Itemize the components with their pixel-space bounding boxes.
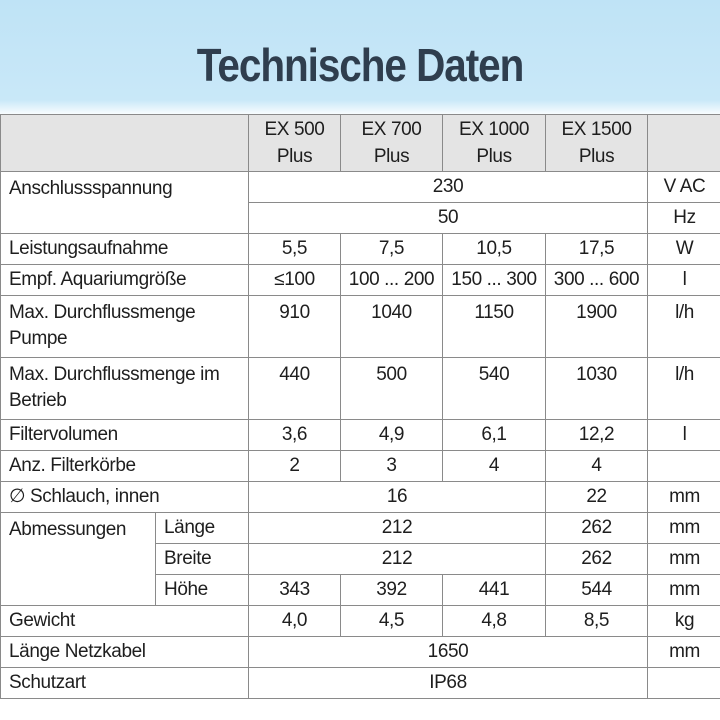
row-label: ∅ Schlauch, innen: [1, 482, 249, 513]
page-title: Technische Daten: [196, 39, 524, 91]
specs-table: [0, 114, 720, 699]
unit: l: [648, 265, 720, 296]
cell: 343: [249, 575, 341, 606]
table-row: [1, 358, 720, 420]
cell: 1900: [546, 296, 648, 358]
sub-label: Breite: [156, 544, 249, 575]
cell: 16: [249, 482, 546, 513]
unit: mm: [648, 544, 720, 575]
cell: 3: [341, 451, 443, 482]
cell: 440: [249, 358, 341, 420]
table-row: [1, 265, 720, 296]
cell: 262: [546, 544, 648, 575]
cell: IP68: [249, 668, 648, 699]
table-row: [1, 172, 720, 203]
table-row: [1, 296, 720, 358]
sub-label: Länge: [156, 513, 249, 544]
cell: 4: [443, 451, 546, 482]
cell: 212: [249, 513, 546, 544]
model-ex1000: EX 1000 Plus: [443, 115, 546, 172]
cell: 544: [546, 575, 648, 606]
unit: l/h: [648, 296, 720, 358]
unit: mm: [648, 637, 720, 668]
cell: 2: [249, 451, 341, 482]
cell: 10,5: [443, 234, 546, 265]
table-row: [1, 513, 720, 544]
table-row: [1, 668, 720, 699]
cell: 4,5: [341, 606, 443, 637]
row-label: Leistungsaufnahme: [1, 234, 249, 265]
unit: V AC: [648, 172, 720, 203]
cell: 212: [249, 544, 546, 575]
row-label: Anz. Filterkörbe: [1, 451, 249, 482]
unit: W: [648, 234, 720, 265]
cell: 4,8: [443, 606, 546, 637]
unit: [648, 451, 720, 482]
row-label: Filtervolumen: [1, 420, 249, 451]
unit: l/h: [648, 358, 720, 420]
cell: 1040: [341, 296, 443, 358]
cell: 230: [249, 172, 648, 203]
cell: 100 ... 200: [341, 265, 443, 296]
cell: 392: [341, 575, 443, 606]
cell: 3,6: [249, 420, 341, 451]
cell: 150 ... 300: [443, 265, 546, 296]
cell: 262: [546, 513, 648, 544]
model-ex700: EX 700 Plus: [341, 115, 443, 172]
row-label: Anschlussspannung: [1, 172, 249, 234]
unit: mm: [648, 482, 720, 513]
cell: 300 ... 600: [546, 265, 648, 296]
row-label: Max. Durchflussmenge Pumpe: [1, 296, 249, 358]
row-label: Abmessungen: [1, 513, 156, 606]
unit: kg: [648, 606, 720, 637]
cell: 4,9: [341, 420, 443, 451]
cell: 50: [249, 203, 648, 234]
cell: 1150: [443, 296, 546, 358]
unit: mm: [648, 513, 720, 544]
cell: ≤100: [249, 265, 341, 296]
table-row: [1, 482, 720, 513]
cell: 8,5: [546, 606, 648, 637]
table-row: [1, 451, 720, 482]
row-label: Schutzart: [1, 668, 249, 699]
header-unit: [648, 115, 720, 172]
row-label: Länge Netzkabel: [1, 637, 249, 668]
table-row: [1, 637, 720, 668]
cell: 1650: [249, 637, 648, 668]
cell: 910: [249, 296, 341, 358]
cell: 17,5: [546, 234, 648, 265]
cell: 6,1: [443, 420, 546, 451]
row-label: Max. Durchflussmenge im Betrieb: [1, 358, 249, 420]
model-ex1500: EX 1500 Plus: [546, 115, 648, 172]
header-empty: [1, 115, 249, 172]
unit: [648, 668, 720, 699]
cell: 441: [443, 575, 546, 606]
sub-label: Höhe: [156, 575, 249, 606]
cell: 12,2: [546, 420, 648, 451]
unit: mm: [648, 575, 720, 606]
model-ex500: EX 500 Plus: [249, 115, 341, 172]
unit: l: [648, 420, 720, 451]
cell: 22: [546, 482, 648, 513]
cell: 1030: [546, 358, 648, 420]
row-label: Empf. Aquariumgröße: [1, 265, 249, 296]
cell: 5,5: [249, 234, 341, 265]
row-label: Gewicht: [1, 606, 249, 637]
cell: 500: [341, 358, 443, 420]
cell: 4,0: [249, 606, 341, 637]
cell: 540: [443, 358, 546, 420]
table-row: [1, 420, 720, 451]
table-row: [1, 234, 720, 265]
table-row: [1, 606, 720, 637]
cell: 7,5: [341, 234, 443, 265]
cell: 4: [546, 451, 648, 482]
unit: Hz: [648, 203, 720, 234]
header-row: [1, 115, 720, 172]
